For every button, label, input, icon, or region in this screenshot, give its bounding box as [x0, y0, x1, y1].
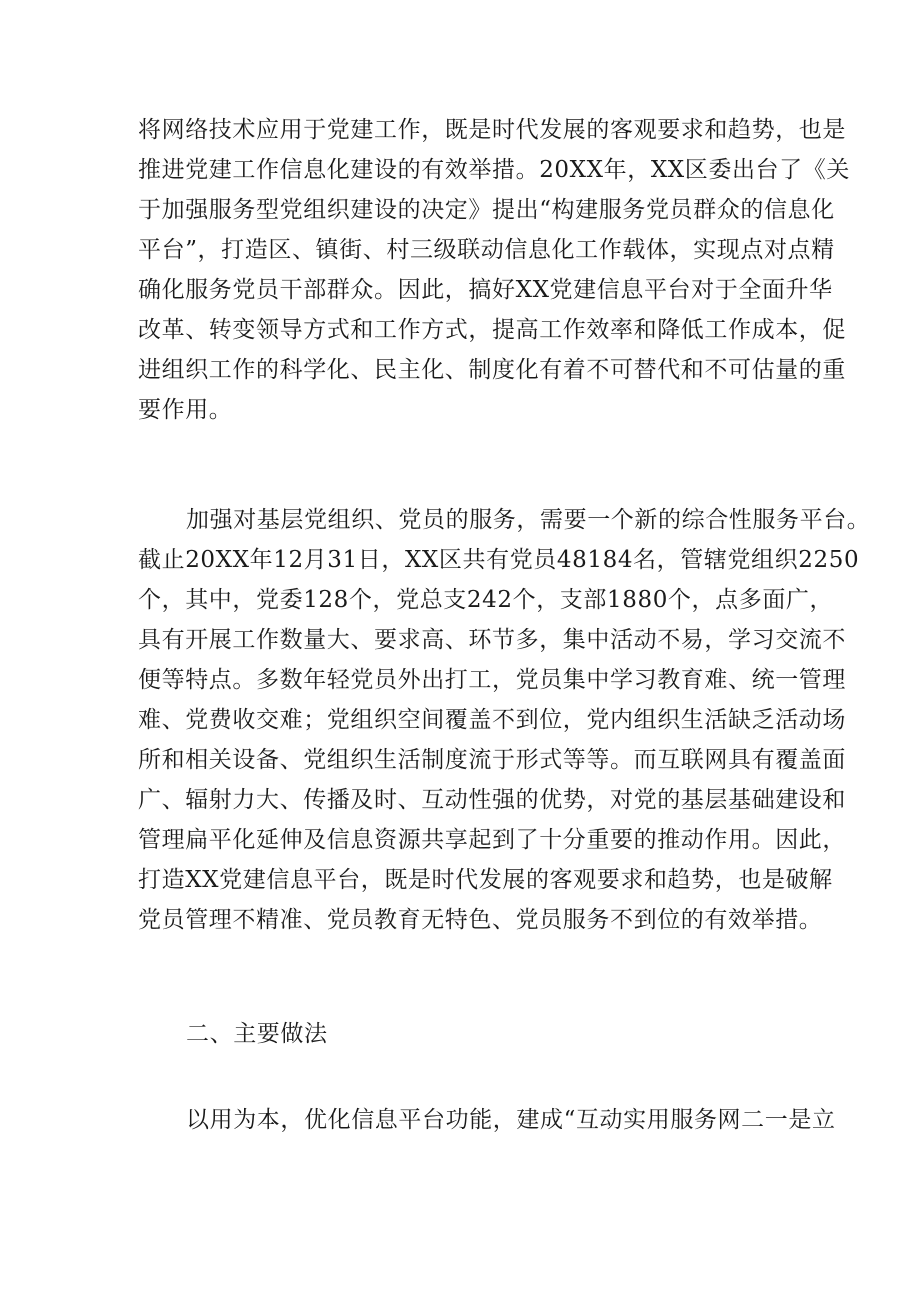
section-heading: 二、主要做法	[186, 1021, 328, 1047]
text-line: 管理扁平化延伸及信息资源共享起到了十分重要的推动作用。因此，	[138, 827, 846, 853]
text-line: 确化服务党员干部群众。因此，搞好XX党建信息平台对于全面升华	[138, 277, 833, 303]
text-line: 打造XX党建信息平台，既是时代发展的客观要求和趋势，也是破解	[138, 867, 833, 893]
text-line: 推进党建工作信息化建设的有效举措。20XX年，XX区委出台了《关	[138, 157, 850, 183]
paragraph-intro	[138, 112, 850, 432]
paragraph-practice	[138, 1102, 836, 1138]
text-line: 加强对基层党组织、党员的服务，需要一个新的综合性服务平台。	[186, 507, 871, 533]
paragraph-service	[138, 502, 871, 942]
text-line: 进组织工作的科学化、民主化、制度化有着不可替代和不可估量的重	[138, 357, 846, 383]
text-line: 个，其中，党委128个，党总支242个，支部1880个，点多面广，	[138, 587, 834, 613]
text-line: 难、党费收交难；党组织空间覆盖不到位，党内组织生活缺乏活动场	[138, 707, 846, 733]
text-line: 截止20XX年12月31日，XX区共有党员48184名，管辖党组织2250	[138, 547, 860, 573]
text-line: 于加强服务型党组织建设的决定》提出“构建服务党员群众的信息化	[138, 197, 835, 223]
text-line: 便等特点。多数年轻党员外出打工，党员集中学习教育难、统一管理	[138, 667, 846, 693]
text-line: 广、辐射力大、传播及时、互动性强的优势，对党的基层基础建设和	[138, 787, 846, 813]
text-line: 具有开展工作数量大、要求高、环节多，集中活动不易，学习交流不	[138, 627, 846, 653]
text-line: 以用为本，优化信息平台功能，建成“互动实用服务网二一是立	[186, 1107, 836, 1133]
text-line: 平台”，打造区、镇街、村三级联动信息化工作载体，实现点对点精	[138, 237, 835, 263]
text-line: 要作用。	[138, 397, 233, 423]
text-line: 将网络技术应用于党建工作，既是时代发展的客观要求和趋势，也是	[138, 117, 846, 143]
text-line: 改革、转变领导方式和工作方式，提高工作效率和降低工作成本，促	[138, 317, 846, 343]
text-line: 党员管理不精准、党员教育无特色、党员服务不到位的有效举措。	[138, 907, 823, 933]
text-line: 所和相关设备、党组织生活制度流于形式等等。而互联网具有覆盖面	[138, 747, 846, 773]
